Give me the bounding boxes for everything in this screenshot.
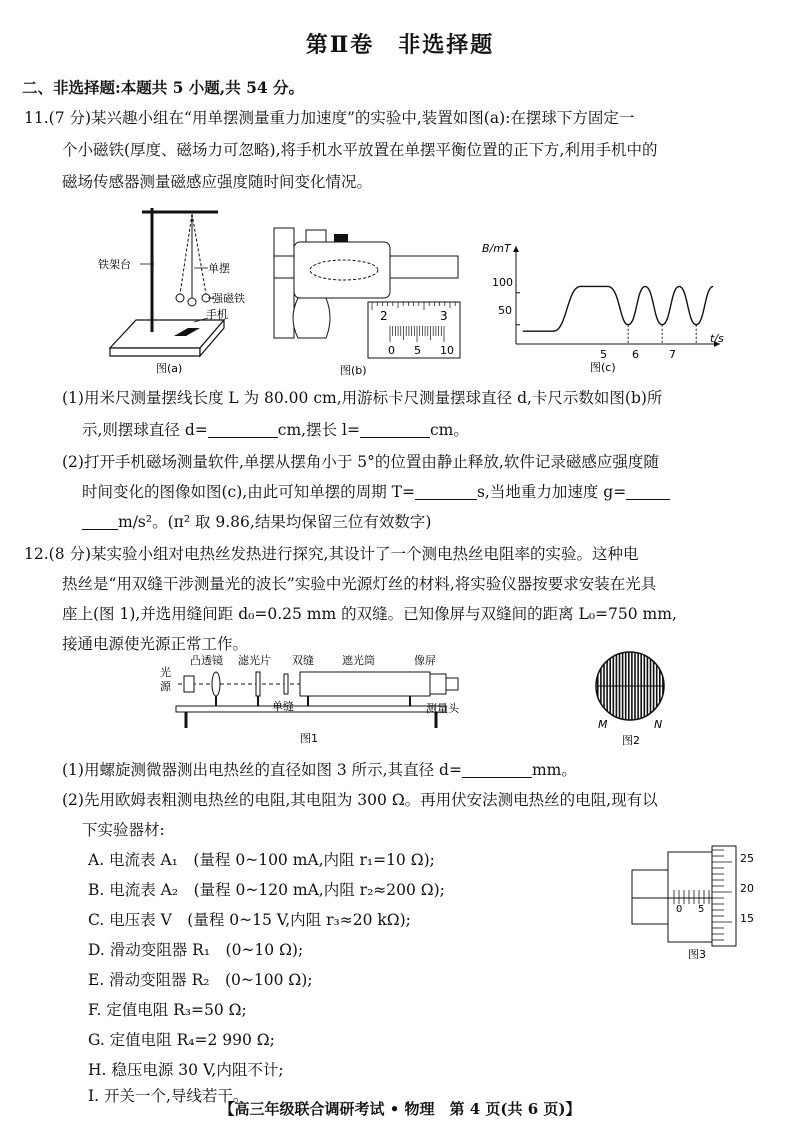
thimble-label-25: 25 [740,852,754,865]
q12-line-1: 12.(8 分)某实验小组对电热丝发热进行探究,其设计了一个测电热丝电阻率的实验。这种电 [24,545,639,563]
q11-part2-line2 [82,478,670,506]
answer-blank-g[interactable] [626,481,670,500]
label-light-1: 光 [160,666,171,679]
label-N: N [654,718,663,731]
y-axis-label: B/mT [482,242,511,255]
thimble-label-20: 20 [740,882,754,895]
x-tick-7: 7 [669,348,676,361]
answer-blank-T[interactable] [415,481,477,500]
equipment-item-e: E. 滑动变阻器 R₂ (0~100 Ω); [88,971,313,989]
q12-part2-line2: 下实验器材: [82,821,165,839]
figure-1-optical-bench [160,652,470,748]
main-scale-label-3: 3 [440,309,448,323]
b-field-curve [523,286,713,331]
answer-blank-l[interactable] [360,419,430,438]
page-footer: 【高三年级联合调研考试 • 物理 第 4 页(共 6 页)】 [219,1100,581,1118]
q11-p1-text-1: 示,则摆球直径 d= [82,421,208,439]
q11-p1-text-2: cm,摆长 l= [277,421,360,439]
label-single-slit: 单缝 [272,700,294,713]
label-light-2: 源 [160,680,171,693]
q12-part2-line1: (2)先用欧姆表粗测电热丝的电阻,其电阻为 300 Ω。再用伏安法测电热丝的电阻,现有以 [62,791,658,809]
answer-blank-diameter[interactable] [462,759,532,778]
q12-line-3: 座上(图 1),并选用缝间距 d₀=0.25 mm 的双缝。已知像屏与双缝间的距离 L₀=750 mm, [62,605,677,623]
label-convex-lens: 凸透镜 [190,654,223,667]
vernier-label-0: 0 [388,344,395,357]
sleeve-label-5: 5 [698,904,705,915]
q11-p1-text-3: cm。 [429,421,469,439]
q11-line-2: 个小磁铁(厚度、磁场力可忽略),将手机水平放置在单摆平衡位置的正下方,利用手机中的 [62,141,658,159]
label-double-slit: 双缝 [292,654,314,667]
q12-p1-text-2: mm。 [531,761,577,779]
caption-fig-3: 图3 [688,948,706,961]
label-light-tube: 遮光筒 [342,654,375,667]
q11-part1-line2 [82,416,469,444]
sleeve-label-0: 0 [676,904,683,915]
q11-part2-line1: (2)打开手机磁场测量软件,单摆从摆角小于 5°的位置由静止释放,软件记录磁感应强度随 [62,453,659,471]
caption-fig-2: 图2 [622,734,640,747]
equipment-item-a: A. 电流表 A₁ (量程 0~100 mA,内阻 r₁=10 Ω); [88,851,435,869]
equipment-item-d: D. 滑动变阻器 R₁ (0~10 Ω); [88,941,304,959]
equipment-item-f: F. 定值电阻 R₃=50 Ω; [88,1001,247,1019]
label-phone: 手机 [206,308,228,321]
x-tick-5: 5 [600,348,607,361]
q12-part1 [62,756,577,784]
q11-line-1: 11.(7 分)某兴趣小组在“用单摆测量重力加速度”的实验中,装置如图(a):在摆球下方固定一 [24,109,635,127]
figure-2-fringes [580,646,680,748]
q11-p2-text-2: s,当地重力加速度 g= [476,483,627,501]
x-axis-label: t/s [710,332,724,345]
caption-fig-1: 图1 [300,732,318,745]
answer-blank-g-cont[interactable] [82,511,118,530]
figure-c-chart [478,240,728,372]
caption-fig-b: 图(b) [340,364,367,377]
figure-3-micrometer [632,842,772,962]
q11-part2-line3 [82,508,431,536]
section-header: 二、非选择题:本题共 5 小题,共 54 分。 [22,78,305,97]
caption-fig-a: 图(a) [156,362,183,375]
label-magnet: 强磁铁 [212,292,245,305]
q11-line-3: 磁场传感器测量磁感应强度随时间变化情况。 [62,173,373,191]
vernier-label-5: 5 [414,344,421,357]
y-tick-100: 100 [492,276,513,289]
page-title: 第Ⅱ卷 非选择题 [305,32,495,58]
figure-b [268,222,468,378]
q12-line-2: 热丝是“用双缝干涉测量光的波长”实验中光源灯丝的材料,将实验仪器按要求安装在光具 [62,575,657,593]
equipment-item-i: I. 开关一个,导线若干。 [88,1087,249,1105]
equipment-item-b: B. 电流表 A₂ (量程 0~120 mA,内阻 r₂≈200 Ω); [88,881,445,899]
thimble-label-15: 15 [740,912,754,925]
q12-line-4: 接通电源使光源正常工作。 [62,635,249,653]
figure-a [96,198,245,376]
answer-blank-d[interactable] [208,419,278,438]
main-scale-label-2: 2 [380,309,388,323]
equipment-item-c: C. 电压表 V (量程 0~15 V,内阻 r₃≈20 kΩ); [88,911,411,929]
q12-p1-text-1: (1)用螺旋测微器测出电热丝的直径如图 3 所示,其直径 d= [62,761,462,779]
x-tick-6: 6 [632,348,639,361]
y-tick-50: 50 [498,304,512,317]
caption-fig-c: 图(c) [590,361,616,374]
q11-p2-text-1: 时间变化的图像如图(c),由此可知单摆的周期 T= [82,483,415,501]
equipment-item-g: G. 定值电阻 R₄=2 990 Ω; [88,1031,275,1049]
q11-part1-line1: (1)用米尺测量摆线长度 L 为 80.00 cm,用游标卡尺测量摆球直径 d,卡尺示数如图(b)所 [62,389,663,407]
label-M: M [598,718,608,731]
label-filter: 滤光片 [238,654,271,667]
label-screen: 像屏 [414,654,436,667]
equipment-item-h: H. 稳压电源 30 V,内阻不计; [88,1061,284,1079]
vernier-label-10: 10 [440,344,454,357]
label-pendulum: 单摆 [208,262,230,275]
label-iron-stand: 铁架台 [98,258,131,271]
q11-p2-text-3: m/s²。(π² 取 9.86,结果均保留三位有效数字) [118,513,432,531]
label-measuring-head: 测量头 [426,702,459,715]
